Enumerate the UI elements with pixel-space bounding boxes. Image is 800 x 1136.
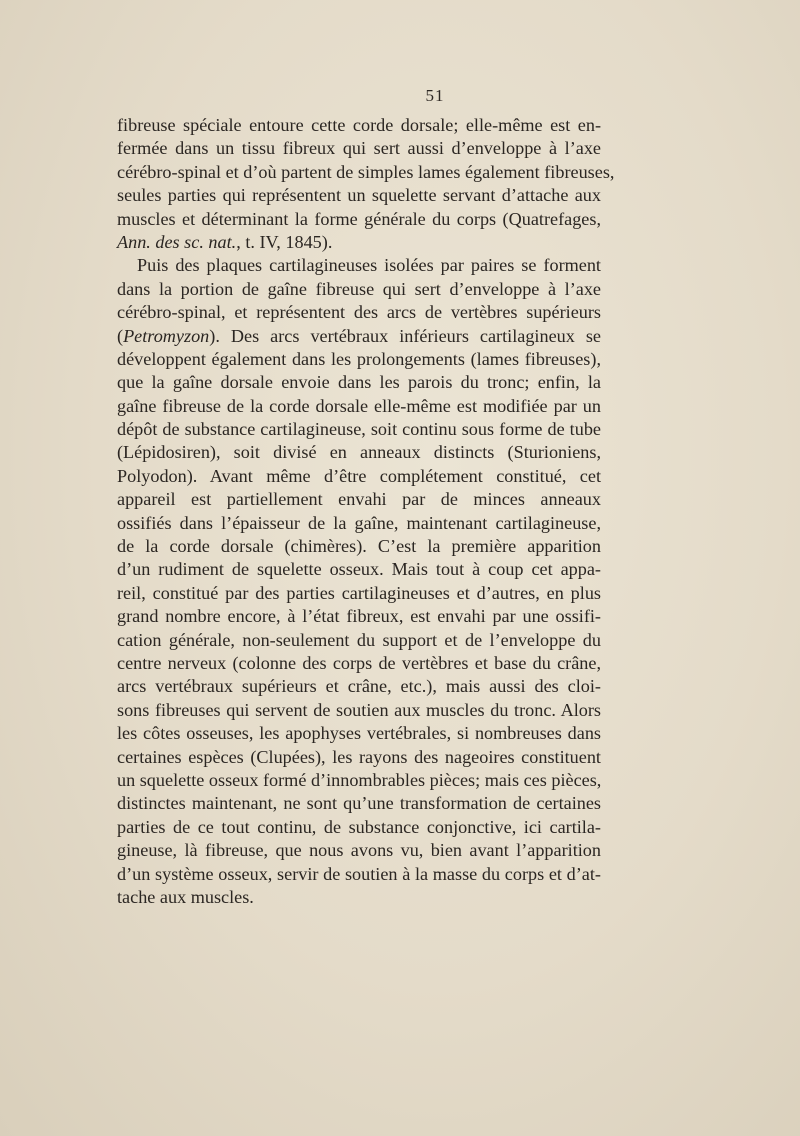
- text-line: [117, 675, 601, 698]
- text-line: [117, 535, 601, 558]
- line-text: de la corde dorsale (chimères). C’est la première apparition: [117, 536, 601, 557]
- italic-citation: Ann. des sc. nat.: [117, 231, 237, 252]
- line-text: certaines espèces (Clupées), les rayons des nageoires constituent: [117, 746, 601, 767]
- text-line: [117, 746, 601, 769]
- text-line: [117, 254, 601, 277]
- line-text: parties de ce tout continu, de substance conjonctive, ici cartila-: [117, 816, 601, 837]
- line-text: cérébro-spinal et d’où partent de simples lames également fibreuses,: [117, 161, 615, 182]
- line-text: appareil est partiellement envahi par de minces anneaux: [117, 489, 601, 510]
- text-line: [117, 465, 601, 488]
- text-line: [117, 652, 601, 675]
- line-text: Puis des plaques cartilagineuses isolées par paires se forment: [137, 255, 601, 276]
- line-text: sons fibreuses qui servent de soutien aux muscles du tronc. Alors: [117, 699, 601, 720]
- line-text: , t. IV, 1845).: [236, 231, 333, 252]
- line-text: cérébro-spinal, et représentent des arcs de vertèbres supérieurs: [117, 302, 601, 323]
- text-line: [117, 395, 601, 418]
- line-text: gineuse, là fibreuse, que nous avons vu, bien avant l’apparition: [117, 840, 601, 861]
- line-text: cation générale, non-seulement du support et de l’enveloppe du: [117, 629, 601, 650]
- text-line: [117, 184, 601, 207]
- line-text: (Lépidosiren), soit divisé en anneaux distincts (Sturioniens,: [117, 442, 601, 463]
- text-line: [117, 278, 601, 301]
- text-line: [117, 605, 601, 628]
- text-line: [117, 348, 601, 371]
- line-text: distinctes maintenant, ne sont qu’une transformation de certaines: [117, 793, 601, 814]
- line-text: centre nerveux (colonne des corps de vertèbres et base du crâne,: [117, 652, 601, 673]
- text-line: [117, 816, 601, 839]
- line-text: fibreuse spéciale entoure cette corde dorsale; elle-même est en-: [117, 115, 601, 135]
- line-text: Polyodon). Avant même d’être complétement constitué, cet: [117, 465, 601, 486]
- page-number: 51: [425, 86, 445, 105]
- text-line: [117, 418, 601, 441]
- text-line: [117, 371, 601, 394]
- line-text: d’un système osseux, servir de soutien à la masse du corps et d’at-: [117, 863, 601, 884]
- line-text: que la gaîne dorsale envoie dans les parois du tronc; enfin, la: [117, 372, 601, 393]
- text-line: [117, 629, 601, 652]
- text-line: [117, 231, 601, 254]
- text-line: [117, 769, 601, 792]
- line-text: reil, constitué par des parties cartilagineuses et d’autres, en plus: [117, 582, 601, 603]
- text-line: [117, 886, 601, 909]
- line-text: arcs vertébraux supérieurs et crâne, etc.), mais aussi des cloi-: [117, 676, 601, 697]
- text-line: [117, 161, 615, 184]
- line-text: d’un rudiment de squelette osseux. Mais tout à coup cet appa-: [117, 559, 601, 580]
- text-line: [117, 441, 601, 464]
- line-text: seules parties qui représentent un squelette servant d’attache aux: [117, 185, 601, 206]
- line-text: grand nombre encore, à l’état fibreux, est envahi par une ossifi-: [117, 606, 601, 627]
- text-line: [117, 114, 601, 137]
- text-line: [117, 792, 601, 815]
- body-text: [117, 114, 615, 909]
- text-line: [117, 863, 601, 886]
- text-line: [117, 582, 601, 605]
- italic-citation: Petromyzon: [123, 325, 210, 346]
- line-text: les côtes osseuses, les apophyses vertébrales, si nombreuses dans: [117, 723, 601, 744]
- line-text: fermée dans un tissu fibreux qui sert aussi d’enveloppe à l’axe: [117, 138, 601, 159]
- line-text: tache aux muscles.: [117, 886, 254, 907]
- line-text: muscles et déterminant la forme générale du corps (Quatrefages,: [117, 208, 601, 229]
- line-text: développent également dans les prolongements (lames fibreuses),: [117, 348, 601, 369]
- text-line: [117, 512, 601, 535]
- line-text: gaîne fibreuse de la corde dorsale elle-même est modifiée par un: [117, 395, 601, 416]
- line-text: dans la portion de gaîne fibreuse qui sert d’enveloppe à l’axe: [117, 278, 601, 299]
- text-line: [117, 137, 601, 160]
- text-line: [117, 325, 601, 348]
- line-prefix: (: [117, 325, 124, 346]
- line-text: un squelette osseux formé d’innombrables pièces; mais ces pièces,: [117, 769, 602, 790]
- text-line: [117, 839, 601, 862]
- text-line: [117, 208, 601, 231]
- text-line: [117, 558, 601, 581]
- line-text: ossifiés dans l’épaisseur de la gaîne, maintenant cartilagineuse,: [117, 512, 601, 533]
- text-line: [117, 699, 601, 722]
- line-text: dépôt de substance cartilagineuse, soit continu sous forme de tube: [117, 419, 601, 440]
- line-text: ). Des arcs vertébraux inférieurs cartilagineux se: [209, 325, 601, 346]
- text-line: [117, 301, 601, 324]
- text-line: [117, 488, 601, 511]
- text-line: [117, 722, 601, 745]
